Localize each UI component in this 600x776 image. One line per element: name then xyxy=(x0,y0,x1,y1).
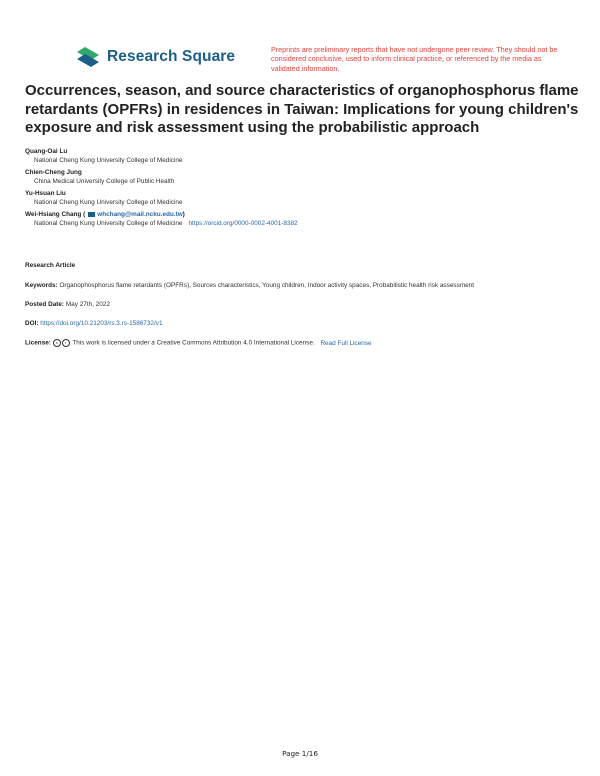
author-entry xyxy=(25,168,585,186)
license-text: This work is licensed under a Creative Commons Attribution 4.0 International License. xyxy=(72,339,315,347)
keywords-value: Organophosphorus flame retardants (OPFRs), Sources characteristics, Young children, Indoor activity spaces, Probabilistic health risk assessment xyxy=(59,282,474,289)
doi xyxy=(25,320,585,327)
author-email-link[interactable]: whchang@mail.ncku.edu.tw xyxy=(97,211,183,218)
license-label: License: xyxy=(25,339,51,347)
author-name: Chien-Cheng Jung xyxy=(25,169,82,176)
author-affiliation: National Cheng Kung University College of Medicine xyxy=(34,220,183,227)
author-list xyxy=(25,147,585,231)
research-square-logo[interactable] xyxy=(75,44,235,70)
by-icon: i xyxy=(62,339,70,347)
keywords xyxy=(25,282,585,289)
page-number: Page 1/16 xyxy=(282,749,318,758)
keywords-label: Keywords: xyxy=(25,282,58,289)
research-square-logo-icon xyxy=(75,44,101,70)
article-type: Research Article xyxy=(25,262,76,269)
author-entry xyxy=(25,210,585,228)
posted-date-label: Posted Date: xyxy=(25,301,65,308)
doi-link[interactable]: https://doi.org/10.21203/rs.3.rs-1586732/v1 xyxy=(40,320,163,327)
author-affiliation-line xyxy=(25,219,585,228)
author-affiliation: China Medical University College of Public Health xyxy=(34,178,175,185)
paper-title: Occurrences, season, and source characteristics of organophosphorus flame retardants (OPFRs) in residences in Taiwan: Implications for young children's exposure and risk assessment using the probabilistic approach xyxy=(25,82,579,136)
author-name: Wei-Hsiang Chang xyxy=(25,211,82,218)
logo-text: Research Square xyxy=(107,48,236,65)
author-affiliation: National Cheng Kung University College of Medicine xyxy=(34,157,183,164)
author-affiliation: National Cheng Kung University College of Medicine xyxy=(34,199,183,206)
author-entry xyxy=(25,147,585,165)
license xyxy=(25,339,585,347)
author-name: Yu-Hsuan Liu xyxy=(25,190,66,197)
posted-date-value: May 27th, 2022 xyxy=(65,301,110,308)
read-full-license-link[interactable]: Read Full License xyxy=(320,339,372,347)
cc-icon: c xyxy=(53,339,61,347)
author-entry xyxy=(25,189,585,207)
orcid-link[interactable]: https://orcid.org/0000-0002-4001-8382 xyxy=(188,220,298,227)
author-name-with-email: Wei-Hsiang Chang ( whchang@mail.ncku.edu.tw) xyxy=(25,211,185,218)
doi-label: DOI: xyxy=(25,320,39,327)
posted-date xyxy=(25,301,585,308)
preprint-notice: Preprints are preliminary reports that have not undergone peer review. They should not be considered conclusive, used to inform clinical practice, or referenced by the media as validated information. xyxy=(271,45,558,73)
email-icon xyxy=(88,212,95,217)
author-name: Quang-Oai Lu xyxy=(25,148,68,155)
